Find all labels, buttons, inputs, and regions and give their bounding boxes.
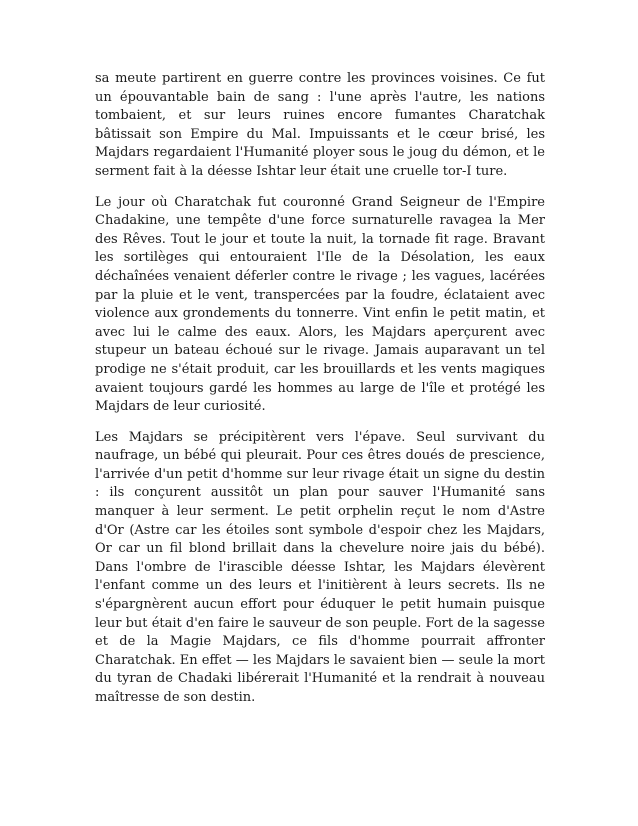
paragraph-1: sa meute partirent en guerre contre les provinces voisines. Ce fut un épouvantable bain de sang : l'une après l'autre, les nations tombaient, et sur leurs ruines encore fumantes Charatchak bâtissait son Empire du Mal. Impuissants et le cœur brisé, les Majdars regardaient l'Humanité ployer sous le joug du démon, et le serment fait à la déesse Ishtar leur était une cruelle tor-I ture.	[95, 71, 545, 179]
paragraph-2: Le jour où Charatchak fut couronné Grand Seigneur de l'Empire Chadakine, une tempête d'une force surnaturelle ravagea la Mer des Rêves. Tout le jour et toute la nuit, la tornade fit rage. Bravant les sortilèges qui entouraient l'Ile de la Désolation, les eaux déchaînées venaient déferler contre le rivage ; les vagues, lacérées par la pluie et le vent, transpercées par la foudre, éclataient avec violence aux grondements du tonnerre. Vint enfin le petit matin, et avec lui le calme des eaux. Alors, les Majdars aperçurent avec stupeur un bateau échoué sur le rivage. Jamais auparavant un tel prodige ne s'était produit, car les brouillards et les vents magiques avaient toujours gardé les hommes au large de l'île et protégé les Majdars de leur curiosité.	[95, 194, 545, 415]
document-page	[95, 70, 545, 720]
paragraph-3: Les Majdars se précipitèrent vers l'épave. Seul survivant du naufrage, un bébé qui pleurait. Pour ces êtres doués de prescience, l'arrivée d'un petit d'homme sur leur rivage était un signe du destin : ils conçurent aussitôt un plan pour sauver l'Humanité sans manquer à leur serment. Le petit orphelin reçut le nom d'Astre d'Or (Astre car les étoiles sont symbole d'espoir chez les Majdars, Or car un fil blond brillait dans la chevelure noire jais du bébé). Dans l'ombre de l'irascible déesse Ishtar, les Majdars élevèrent l'enfant comme un des leurs et l'initièrent à leurs secrets. Ils ne s'épargnèrent aucun effort pour éduquer le petit humain puisque leur but était d'en faire le sauveur de son peuple. Fort de la sagesse et de la Magie Majdars, ce fils d'homme pourrait affronter Charatchak. En effet — les Majdars le savaient bien — seule la mort du tyran de Chadaki libérerait l'Humanité et la rendrait à nouveau maîtresse de son destin.	[95, 429, 545, 705]
